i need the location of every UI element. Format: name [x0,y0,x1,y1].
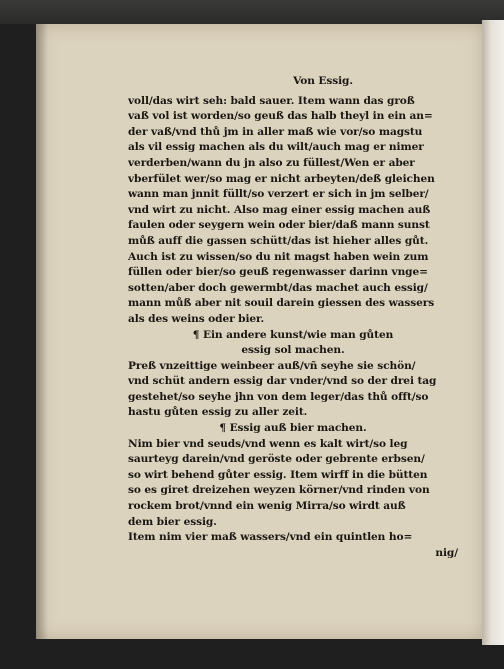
text-line: saurteyg darein/vnd geröste oder gebrente erbsen/ [128,453,425,466]
text-line: rockem brot/vnnd ein wenig Mirra/so wirdt auß [128,500,406,513]
page-text [128,74,458,561]
text-line: Auch ist zu wissen/so du nit magst haben wein zum [128,250,429,263]
text-line: verderben/wann du jn also zu füllest/Wen er aber [128,156,415,169]
text-line: vberfület wer/so mag er nicht arbeyten/deß gleichen [128,172,435,185]
text-line: wann man jnnit füllt/so verzert er sich in jm selber/ [128,188,429,201]
text-line: vnd wirt zu nicht. Also mag einer essig machen auß [128,203,431,216]
text-line: voll/das wirt seh: bald sauer. Item wann das groß [128,94,415,107]
section-heading: ¶ Essig auß bier machen. [219,422,367,435]
text-line: mann můß aber nit souil darein giessen des wassers [128,297,435,310]
text-line: nig/ [435,546,458,559]
page-edge [482,20,504,645]
text-line: Preß vnzeittige weinbeer auß/vñ seyhe sie schön/ [128,359,416,372]
section-heading-cont: essig sol machen. [241,344,345,357]
text-line: sotten/aber doch gewermbt/das machet auch essig/ [128,281,428,294]
text-line: der vaß/vnd thů jm in aller maß wie vor/so magstu [128,125,423,138]
text-line: als vil essig machen als du wilt/auch mag er nimer [128,141,424,154]
text-line: füllen oder bier/so geuß regenwasser darinn vnge= [128,266,428,279]
text-line: so wirt behend gůter essig. Item wirff in die bütten [128,468,428,481]
scan-background [0,0,504,24]
text-line: můß auff die gassen schütt/das ist hieher alles gůt. [128,234,429,247]
running-head: Von Essig. [293,75,353,87]
text-line: so es giret dreizehen weyzen körner/vnd rinden von [128,484,430,497]
text-line: vnd schüt andern essig dar vnder/vnd so der drei tag [128,375,437,388]
spine-shadow [36,24,48,639]
text-line: hastu gůten essig zu aller zeit. [128,406,308,419]
text-line: Item nim vier maß wassers/vnd ein quintlen ho= [128,531,413,544]
text-line: gestehet/so seyhe jhn von dem leger/das thů offt/so [128,390,429,403]
text-line: dem bier essig. [128,515,217,528]
text-line: vaß vol ist worden/so geuß das halb theyl in ein an= [128,110,433,123]
text-line: faulen oder seygern wein oder bier/daß mann sunst [128,219,430,232]
section-heading: ¶ Ein andere kunst/wie man gůten [192,328,394,341]
text-line: Nim bier vnd seuds/vnd wenn es kalt wirt/so leg [128,437,408,450]
text-line: als des weins oder bier. [128,312,265,325]
